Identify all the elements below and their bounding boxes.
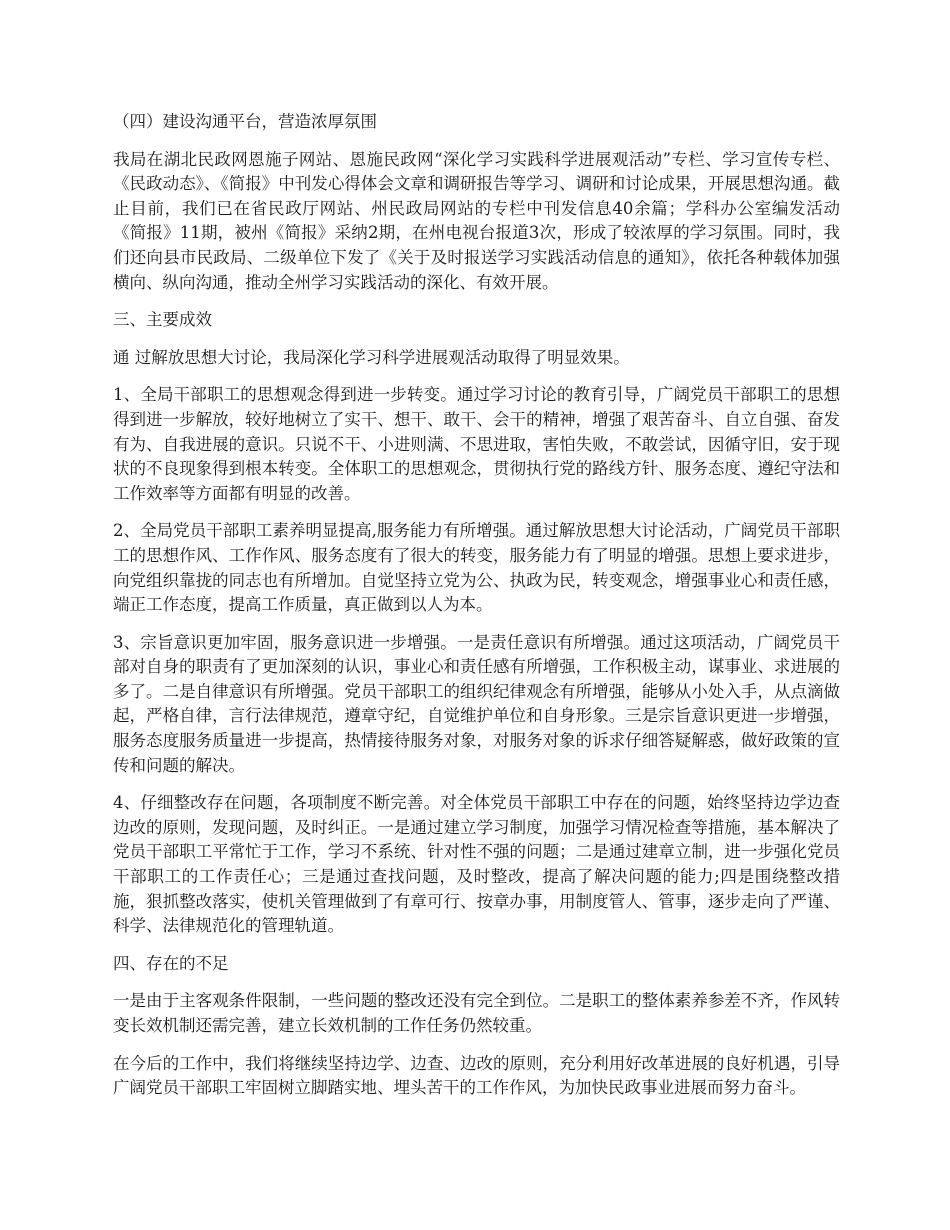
paragraph-achievements-intro: 通 过解放思想大讨论，我局深化学习科学进展观活动取得了明显效果。 [113, 347, 630, 367]
section-heading-main-achievements: 三、主要成效 [113, 310, 212, 330]
paragraph-communication: 我局在湖北民政网恩施子网站、恩施民政网“深化学习实践科学进展观活动”专栏、学习宣传专栏、《民政动态》、《简报》中刊发心得体会文章和调研报告等学习、调研和讨论成果，开展思想沟通。截止目前，我们已在省民政厅网站、州民政局网站的专栏中刊发信息40余篇；学科办公室编发活动《简报》11期，被州《简报》采纳2期，在州电视台报道3次，形成了较浓厚的学习氛围。同时，我们还向县市民政局、二级单位下发了《关于及时报送学习实践活动信息的通知》，依托各种载体加强横向、纵向沟通，推动全州学习实践活动的深化、有效开展。 [113, 149, 840, 292]
subsection-heading-communication-platform: （四）建设沟通平台，营造浓厚氛围 [113, 112, 377, 131]
section-heading-shortcomings: 四、存在的不足 [113, 953, 229, 973]
paragraph-achievement-1: 1、全局干部职工的思想观念得到进一步转变。通过学习讨论的教育引导，广阔党员干部职工的思想得到进一步解放，较好地树立了实干、想干、敢干、会干的精神，增强了艰苦奋斗、自立自强、奋发有为、自我进展的意识。只说不干、小进则满、不思进取，害怕失败，不敢尝试，因循守旧，安于现状的不良现象得到根本转变。全体职工的思想观念，贯彻执行党的路线方针、服务态度、遵纪守法和工作效率等方面都有明显的改善。 [113, 385, 840, 503]
paragraph-shortcomings: 一是由于主客观条件限制，一些问题的整改还没有完全到位。二是职工的整体素养参差不齐，作风转变长效机制还需完善，建立长效机制的工作任务仍然较重。 [113, 991, 840, 1035]
paragraph-achievement-4: 4、仔细整改存在问题，各项制度不断完善。对全体党员干部职工中存在的问题，始终坚持边学边查边改的原则，发现问题，及时纠正。一是通过建立学习制度，加强学习情况检查等措施，基本解决了党员干部职工平常忙于工作，学习不系统、针对性不强的问题；二是通过建章立制，进一步强化党员干部职工的工作责任心；三是通过查找问题，及时整改，提高了解决问题的能力;四是围绕整改措施，狠抓整改落实，使机关管理做到了有章可行、按章办事，用制度管人、管事，逐步走向了严谨、科学、法律规范化的管理轨道。 [113, 793, 840, 936]
paragraph-conclusion: 在今后的工作中，我们将继续坚持边学、边查、边改的原则，充分利用好改革进展的良好机遇，引导广阔党员干部职工牢固树立脚踏实地、埋头苦干的工作作风，为加快民政事业进展而努力奋斗。 [113, 1053, 840, 1098]
paragraph-achievement-3: 3、宗旨意识更加牢固，服务意识进一步增强。一是责任意识有所增强。通过这项活动，广阔党员干部对自身的职责有了更加深刻的认识，事业心和责任感有所增强，工作积极主动，谋事业、求进展的多了。二是自律意识有所增强。党员干部职工的组织纪律观念有所增强，能够从小处入手，从点滴做起，严格自律，言行法律规范，遵章守纪，自觉维护单位和自身形象。三是宗旨意识更进一步增强，服务态度服务质量进一步提高，热情接待服务对象，对服务对象的诉求仔细答疑解惑，做好政策的宣传和问题的解决。 [113, 632, 840, 775]
paragraph-achievement-2: 2、全局党员干部职工素养明显提高,服务能力有所增强。通过解放思想大讨论活动，广阔党员干部职工的思想作风、工作作风、服务态度有了很大的转变，服务能力有了明显的增强。思想上要求进步，向党组织靠拢的同志也有所增加。自觉坚持立党为公、执政为民，转变观念，增强事业心和责任感，端正工作态度，提高工作质量，真正做到以人为本。 [113, 521, 840, 615]
document-body [113, 110, 840, 1114]
